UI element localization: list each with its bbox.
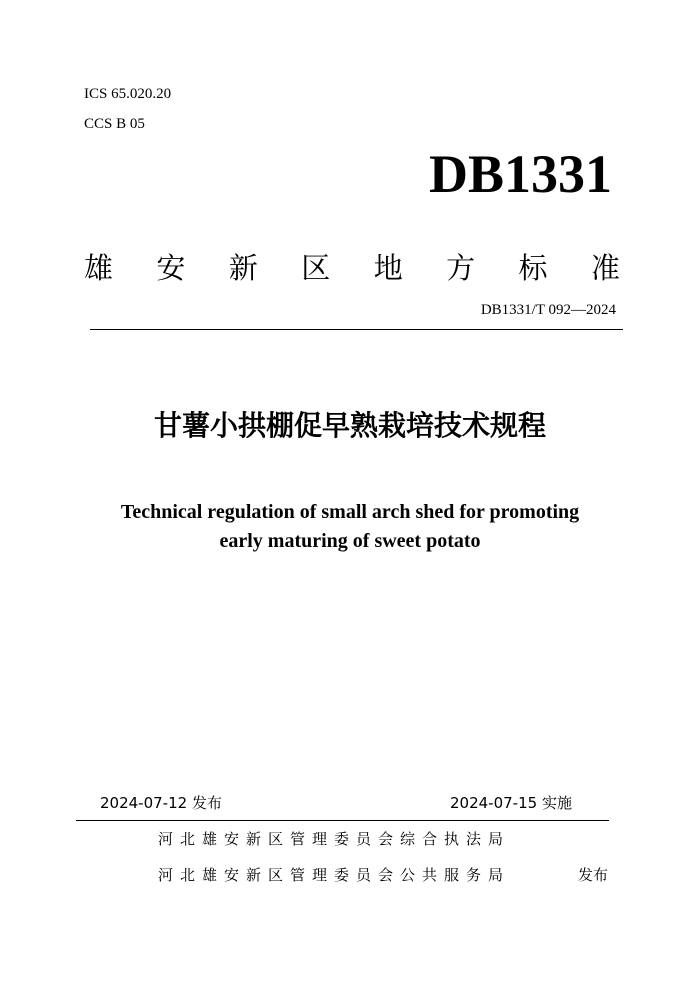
- standard-type-char: 方: [446, 251, 476, 285]
- ccs-code: CCS B 05: [84, 116, 145, 132]
- implementation-date: 2024-07-15 实施: [450, 794, 572, 812]
- standard-type-char: 新: [228, 251, 258, 285]
- standard-type-char: 雄: [84, 251, 114, 285]
- standard-type: [84, 246, 620, 287]
- title-english-line-1: Technical regulation of small arch shed for promoting: [120, 501, 580, 523]
- title-english: [0, 498, 700, 556]
- standard-type-char: 准: [590, 251, 620, 285]
- issuer-line-2: 河北雄安新区管理委员会公共服务局: [158, 866, 511, 884]
- title-chinese: 甘薯小拱棚促早熟栽培技术规程: [153, 409, 546, 442]
- standard-type-char: 安: [156, 251, 186, 285]
- standard-type-char: 地: [373, 251, 403, 285]
- standard-type-char: 标: [518, 251, 548, 285]
- issuer-line-1: 河北雄安新区管理委员会综合执法局: [158, 830, 511, 848]
- standard-type-char: 区: [301, 251, 331, 285]
- standard-number: DB1331/T 092—2024: [480, 302, 616, 318]
- issue-date: 2024-07-12 发布: [100, 794, 222, 812]
- bottom-divider: [76, 820, 609, 821]
- publish-label: 发布: [578, 866, 609, 884]
- top-divider: [90, 329, 623, 330]
- standard-code: DB1331: [428, 144, 612, 204]
- ics-code: ICS 65.020.20: [84, 86, 172, 102]
- title-english-line-2: early maturing of sweet potato: [219, 530, 481, 552]
